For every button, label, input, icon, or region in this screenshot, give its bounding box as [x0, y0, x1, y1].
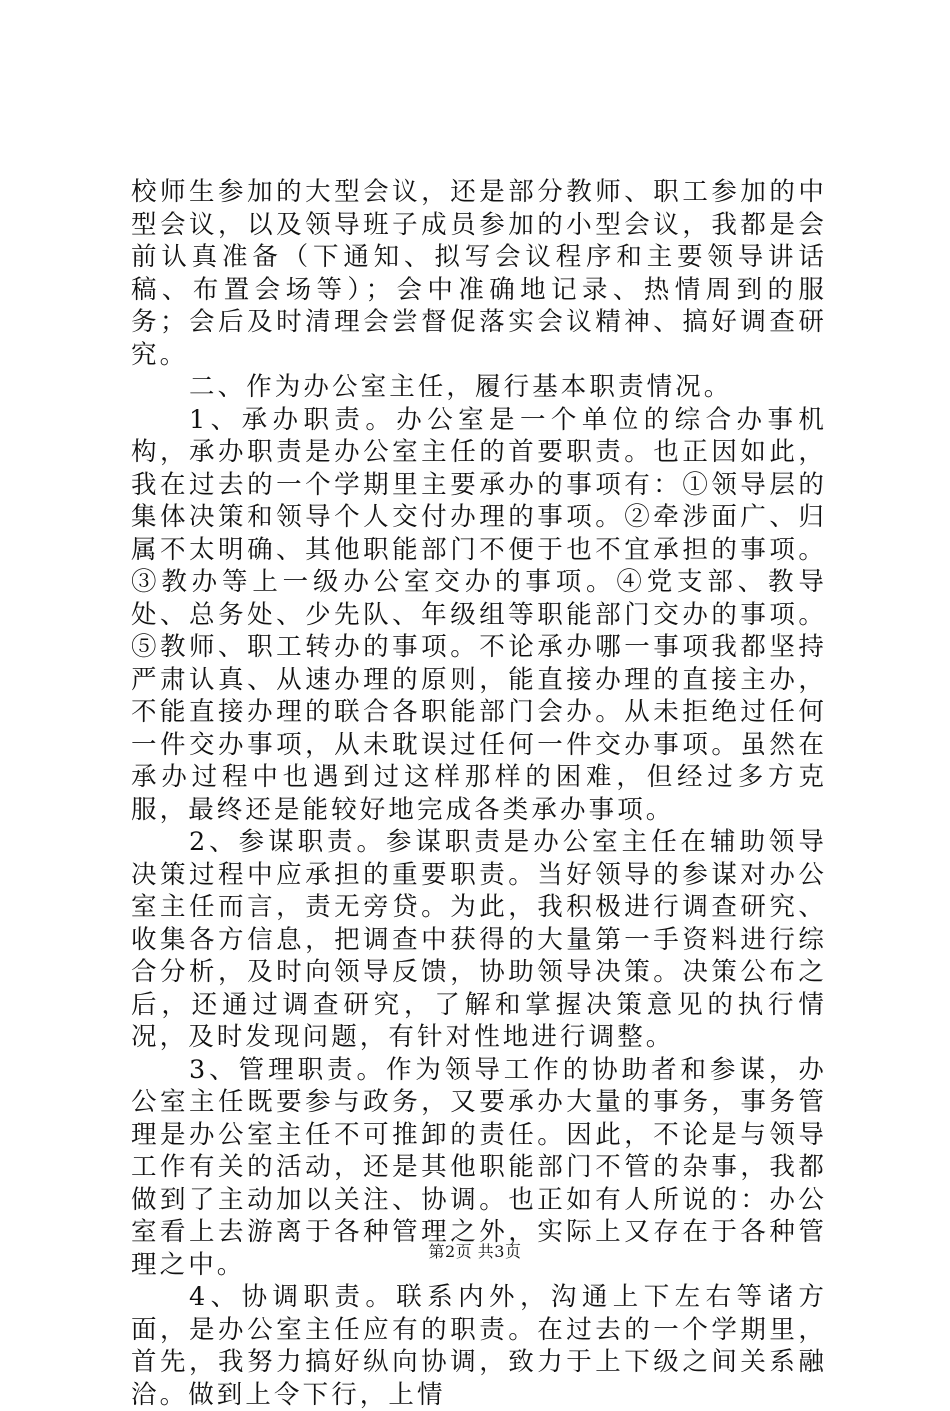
document-body	[131, 176, 827, 1411]
paragraph-undertaking-duty: 1、承办职责。办公室是一个单位的综合办事机构，承办职责是办公室主任的首要职责。也正因如此，我在过去的一个学期里主要承办的事项有：①领导层的集体决策和领导个人交付办理的事项。②牵涉面广、归属不太明确、其他职能部门不便于也不宜承担的事项。③教办等上一级办公室交办的事项。④党支部、教导处、总务处、少先队、年级组等职能部门交办的事项。⑤教师、职工转办的事项。不论承办哪一事项我都坚持严肃认真、从速办理的原则，能直接办理的直接主办，不能直接办理的联合各职能部门会办。从未拒绝过任何一件交办事项，从未耽误过任何一件交办事项。虽然在承办过程中也遇到过这样那样的困难，但经过多方克服，最终还是能较好地完成各类承办事项。	[131, 404, 827, 825]
paragraph-management-duty: 3、管理职责。作为领导工作的协助者和参谋，办公室主任既要参与政务，又要承办大量的事务，事务管理是办公室主任不可推卸的责任。因此，不论是与领导工作有关的活动，还是其他职能部门不管的杂事，我都做到了主动加以关注、协调。也正如有人所说的：办公室看上去游离于各种管理之外，实际上又存在于各种管理之中。	[131, 1054, 827, 1280]
paragraph-advisory-duty: 2、参谋职责。参谋职责是办公室主任在辅助领导决策过程中应承担的重要职责。当好领导的参谋对办公室主任而言，责无旁贷。为此，我积极进行调查研究、收集各方信息，把调查中获得的大量第一手资料进行综合分析，及时向领导反馈，协助领导决策。决策公布之后，还通过调查研究，了解和掌握决策意见的执行情况，及时发现问题，有针对性地进行调整。	[131, 827, 827, 1052]
heading-section-two: 二、作为办公室主任，履行基本职责情况。	[189, 372, 733, 402]
paragraph-meeting-service: 校师生参加的大型会议，还是部分教师、职工参加的中型会议，以及领导班子成员参加的小型会议，我都是会前认真准备（下通知、拟写会议程序和主要领导讲话稿、布置会场等）；会中准确地记录、热情周到的服务；会后及时清理会尝督促落实会议精神、搞好调查研究。	[131, 177, 827, 370]
paragraph-coordination-duty: 4、协调职责。联系内外，沟通上下左右等诸方面，是办公室主任应有的职责。在过去的一个学期里，首先，我努力搞好纵向协调，致力于上下级之间关系融洽。做到上令下行，上情	[131, 1282, 827, 1410]
page-number-footer: 第2页 共3页	[428, 1242, 522, 1261]
